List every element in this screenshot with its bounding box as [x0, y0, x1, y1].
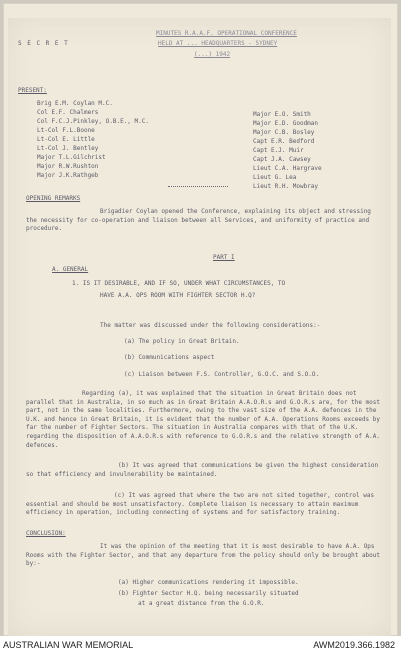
consideration-a: (a) The policy in Great Britain.: [124, 338, 240, 345]
attendee: Lieut C.A. Hargrave: [253, 165, 322, 172]
heading-line-3: (...) 1942: [194, 51, 231, 58]
section-label: A. GENERAL: [52, 266, 89, 273]
attendee: Capt J.A. Cawsey: [253, 156, 311, 163]
attendee: Col E.F. Chalmers: [37, 109, 99, 116]
attendee: Major J.K.Rathgeb: [37, 172, 99, 179]
attendee: Major T.L.Gilchrist: [37, 154, 106, 161]
footer-catalogue-number: AWM2019.366.1982: [313, 640, 395, 650]
attendee: Lieut R.H. Mowbray: [253, 183, 319, 190]
present-label: PRESENT:: [18, 87, 47, 94]
conclusion-text: It was the opinion of the meeting that it is most desirable to have A.A. Ops Rooms with the Fighter Sector, and that any departure from the policy should only be brought about by:-: [26, 543, 381, 568]
paragraph-c: (c) It was agreed that where the two are not sited together, control was essential and should be most unsatisfactory. Complete liaison is necessary to attain maximum efficiency in operation, including connecting of systems and for satisfactory training.: [26, 492, 375, 517]
footer-institution: AUSTRALIAN WAR MEMORIAL: [3, 640, 134, 650]
item-1-line-1: 1. IS IT DESIRABLE, AND IF SO, UNDER WHAT CIRCUMSTANCES, TO: [72, 280, 286, 287]
attendee: Major R.W.Rushton: [37, 163, 99, 170]
part-label: PART I: [213, 254, 235, 261]
archive-footer: [0, 636, 401, 653]
attendee: Brig E.M. Coylan M.C.: [37, 100, 113, 107]
attendee: Capt E.R. Bedford: [253, 138, 315, 145]
document-page: [8, 18, 391, 636]
attendee: Capt E.J. Muir: [253, 147, 304, 154]
attendee: Lt-Col F.L.Boone: [37, 127, 95, 134]
consideration-c: (c) Liaison between F.S. Controller, G.O.C. and S.O.O.: [124, 371, 320, 378]
discussion-intro: The matter was discussed under the following considerations:-: [100, 322, 321, 329]
attendee: Major E.O. Smith: [253, 111, 311, 118]
opening-remarks-text: Brigadier Coylan opened the Conference, explaining its object and stressing the necessity for co-operation and liaison between all Services, and uniformity of practice and procedure.: [26, 208, 371, 233]
attendee: Col F.C.J.Pinkley, O.B.E., M.C.: [37, 118, 149, 125]
conclusion-a: (a) Higher communications rendering it impossible.: [118, 579, 299, 586]
attendee: Lt-Col J. Bentley: [37, 145, 99, 152]
heading-line-1: MINUTES R.A.A.F. OPERATIONAL CONFERENCE: [156, 30, 297, 37]
separator-dots: [168, 186, 228, 187]
consideration-b: (b) Communications aspect: [124, 354, 215, 361]
conclusion-label: CONCLUSION:: [26, 530, 66, 537]
paragraph-b: (b) It was agreed that communications be given the highest consideration so that efficiency and invulnerability be maintained.: [26, 462, 379, 478]
heading-line-2: HELD AT ... HEADQUARTERS - SYDNEY: [158, 40, 278, 47]
attendee: Major E.D. Goodman: [253, 120, 319, 127]
item-1-line-2: HAVE A.A. OPS ROOM WITH FIGHTER SECTOR H.Q?: [100, 292, 256, 299]
attendee: Major C.B. Bosley: [253, 129, 315, 136]
conclusion-b-line-1: (b) Fighter Sector H.Q. being necessarily situated: [118, 590, 299, 597]
attendee: Lieut G. Lea: [253, 174, 297, 181]
paragraph-a: Regarding (a), it was explained that the situation in Great Britain does not parallel that in Australia, in so much as in Great Britain A.A.O.R.s and G.O.R.s are, for the most part, not in the same localities. Furthermore, owing to the vast size of the A.A. defences in the U.K. and hence in Great Britain, it is evident that the number of A.A. Operations Rooms exceeds by far the number of Fighter Sectors. The situation in Australia compares with that of the U.K. regarding the disposition of A.A.O.R.s with reference to G.O.R.s and the relative strength of A.A. defences.: [26, 390, 381, 449]
classification-mark: S E C R E T: [18, 40, 69, 47]
conclusion-b-line-2: at a great distance from the G.O.R.: [138, 600, 265, 607]
attendee: Lt-Col E. Little: [37, 136, 95, 143]
opening-remarks-label: OPENING REMARKS: [26, 195, 81, 202]
